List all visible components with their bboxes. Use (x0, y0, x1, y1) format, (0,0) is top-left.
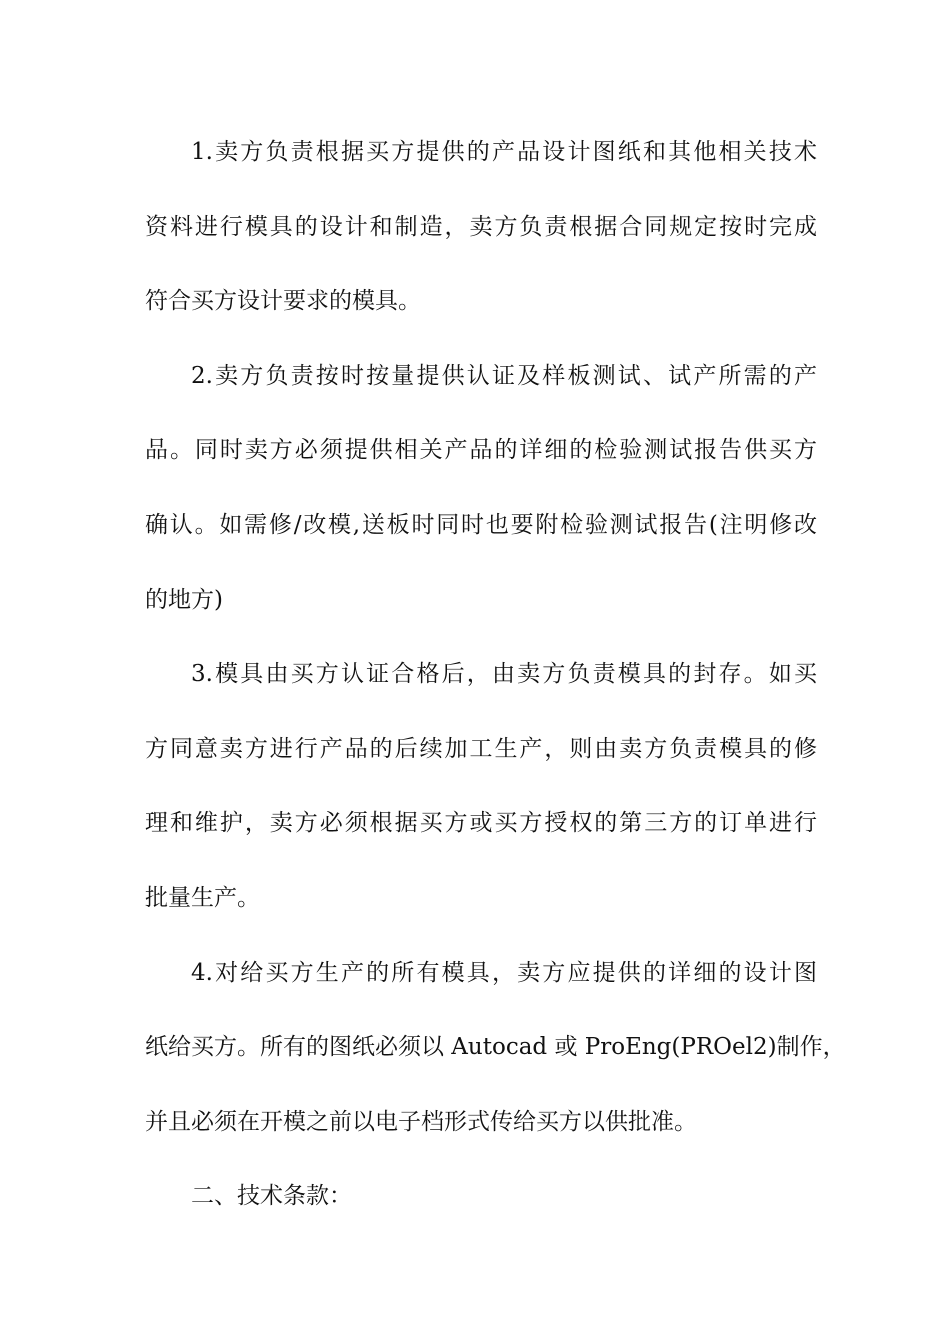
paragraph-line: 并且必须在开模之前以电子档形式传给买方以供批准。 (145, 1108, 697, 1135)
paragraph-mold-storage (145, 637, 817, 935)
paragraph-line: 2.卖方负责按时按量提供认证及样板测试、试产所需的产 (191, 362, 817, 389)
paragraph-design-drawings (145, 936, 846, 1160)
paragraph-line: 资料进行模具的设计和制造，卖方负责根据合同规定按时完成 (145, 213, 817, 240)
paragraph-line: 的地方) (145, 586, 223, 613)
paragraph-line: 批量生产。 (145, 884, 260, 911)
paragraph-line: 符合买方设计要求的模具。 (145, 288, 421, 315)
paragraph-line: 1.卖方负责根据买方提供的产品设计图纸和其他相关技术 (191, 139, 817, 165)
paragraph-line: 确认。如需修/改模,送板时同时也要附检验测试报告(注明修改 (145, 511, 817, 538)
paragraph-line: 3.模具由买方认证合格后，由卖方负责模具的封存。如买 (191, 661, 817, 688)
document-body (145, 115, 846, 1234)
paragraph-line: 4.对给买方生产的所有模具，卖方应提供的详细的设计图 (191, 959, 817, 986)
section-heading: 二、技术条款： (191, 1183, 352, 1210)
paragraph-line: 纸给买方。所有的图纸必须以 Autocad 或 ProEng(PROel2)制作， (145, 1034, 846, 1061)
paragraph-line: 理和维护，卖方必须根据买方或买方授权的第三方的订单进行 (145, 810, 817, 837)
paragraph-sample-testing (145, 339, 817, 637)
section-heading-technical-terms (145, 1159, 817, 1234)
paragraph-mold-design (145, 115, 817, 339)
paragraph-line: 方同意卖方进行产品的后续加工生产，则由卖方负责模具的修 (145, 735, 817, 762)
paragraph-line: 品。同时卖方必须提供相关产品的详细的检验测试报告供买方 (145, 437, 817, 464)
